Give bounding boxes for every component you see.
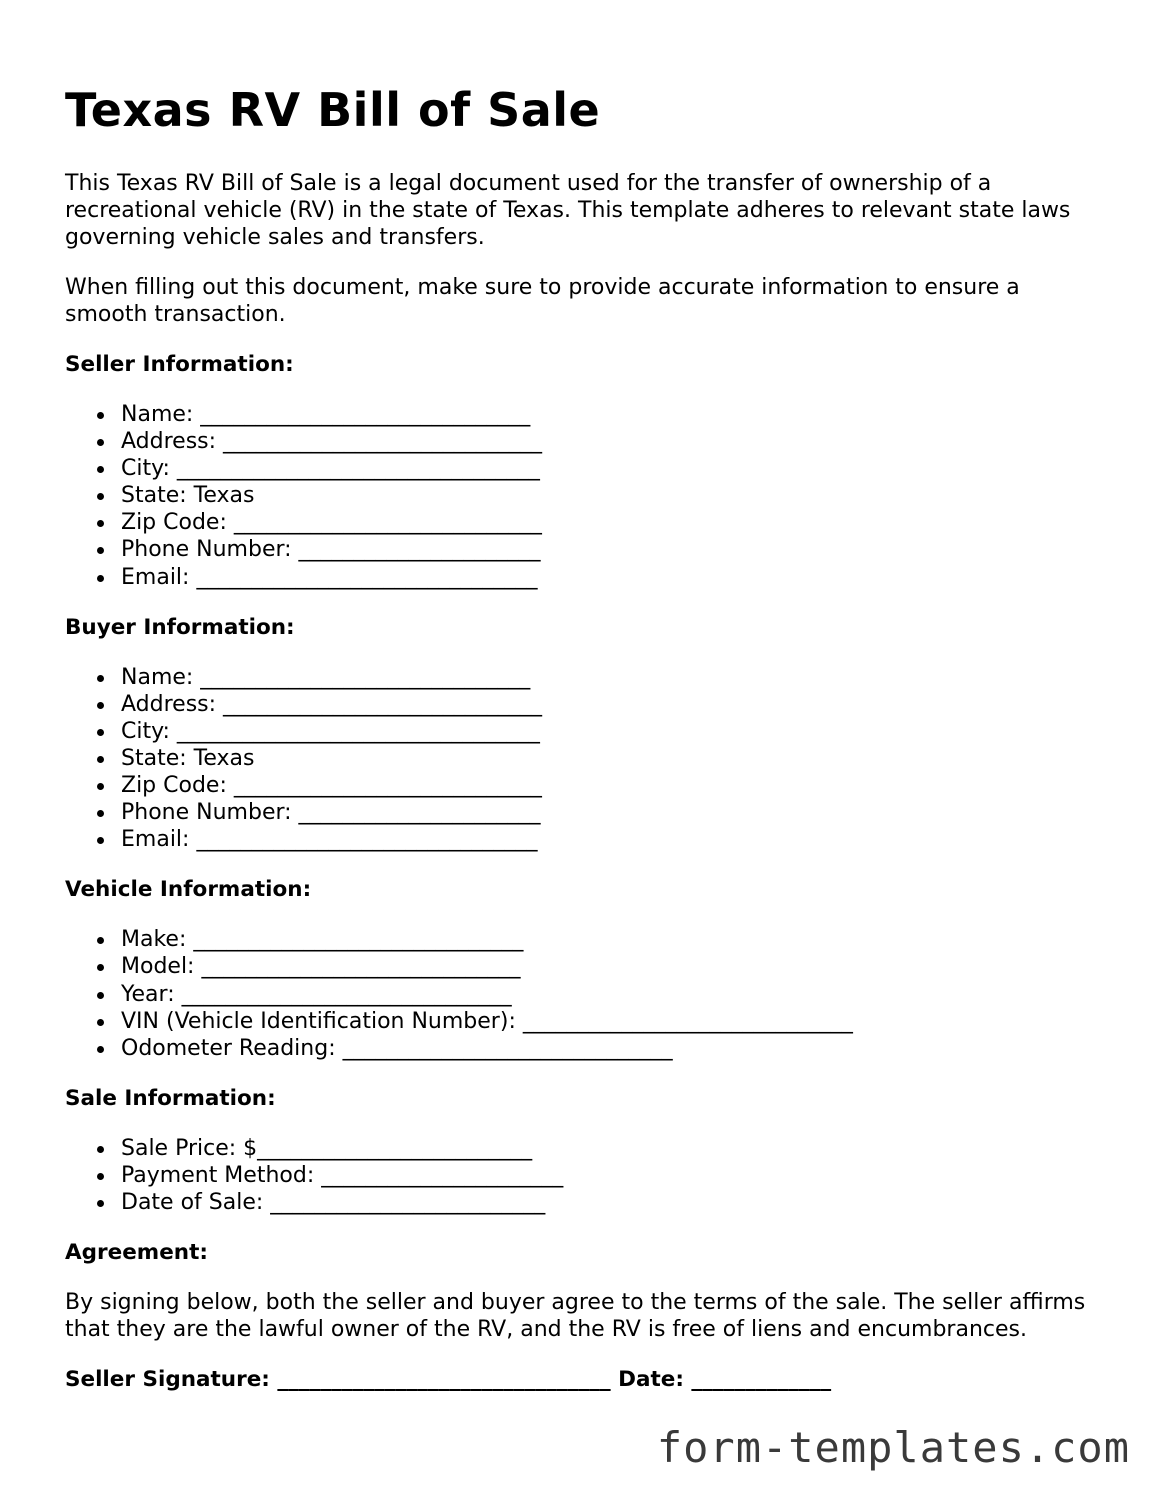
buyer-name-field: Name: ______________________________ [121,664,1105,691]
intro-paragraph-1: This Texas RV Bill of Sale is a legal document used for the transfer of ownership of a recreational vehicle (RV) in the state of Texas. This template adheres to relevant state laws governing vehicle sales and transfers. [65,171,1071,250]
vehicle-odometer-field: Odometer Reading: ______________________________ [121,1035,1105,1062]
sale-price-field: Sale Price: $_________________________ [121,1135,1105,1162]
seller-signature-line: Seller Signature: _______________________________ Date: _____________ [65,1367,832,1393]
seller-city-field: City: _________________________________ [121,455,1105,482]
buyer-state-field: State: Texas [121,745,1105,772]
seller-information-list [65,401,1105,591]
payment-method-field: Payment Method: ______________________ [121,1162,1105,1189]
seller-information-heading: Seller Information: [65,352,294,377]
agreement-heading: Agreement: [65,1240,208,1266]
agreement-paragraph: By signing below, both the seller and buyer agree to the terms of the sale. The seller affirms that they are the lawful owner of the RV, and the RV is free of liens and encumbrances. [65,1290,1086,1343]
seller-name-field: Name: ______________________________ [121,401,1105,428]
buyer-address-field: Address: _____________________________ [121,691,1105,718]
seller-zip-code-field: Zip Code: ____________________________ [121,509,1105,536]
vehicle-vin-field: VIN (Vehicle Identification Number): ______________________________ [121,1008,1105,1035]
vehicle-year-field: Year: ______________________________ [121,981,1105,1008]
vehicle-make-field: Make: ______________________________ [121,926,1105,953]
sale-information-list [65,1135,1105,1216]
buyer-city-field: City: _________________________________ [121,718,1105,745]
vehicle-information-heading: Vehicle Information: [65,877,312,903]
intro-paragraph-2: When filling out this document, make sure to provide accurate information to ensure a smooth transaction. [65,275,1020,327]
seller-phone-number-field: Phone Number: ______________________ [121,536,1105,563]
document-title: Texas RV Bill of Sale [65,83,601,137]
buyer-information-list [65,664,1105,854]
buyer-email-field: Email: _______________________________ [121,826,1105,853]
seller-email-field: Email: _______________________________ [121,564,1105,591]
date-of-sale-field: Date of Sale: _________________________ [121,1189,1105,1216]
vehicle-information-list [65,926,1105,1061]
seller-state-field: State: Texas [121,482,1105,509]
seller-address-field: Address: _____________________________ [121,428,1105,455]
vehicle-model-field: Model: _____________________________ [121,953,1105,980]
sale-information-heading: Sale Information: [65,1085,276,1111]
watermark-text: form-templates.com [656,1423,1130,1472]
buyer-zip-code-field: Zip Code: ____________________________ [121,772,1105,799]
buyer-phone-number-field: Phone Number: ______________________ [121,799,1105,826]
buyer-information-heading: Buyer Information: [65,614,295,640]
document-page [65,82,1105,1393]
